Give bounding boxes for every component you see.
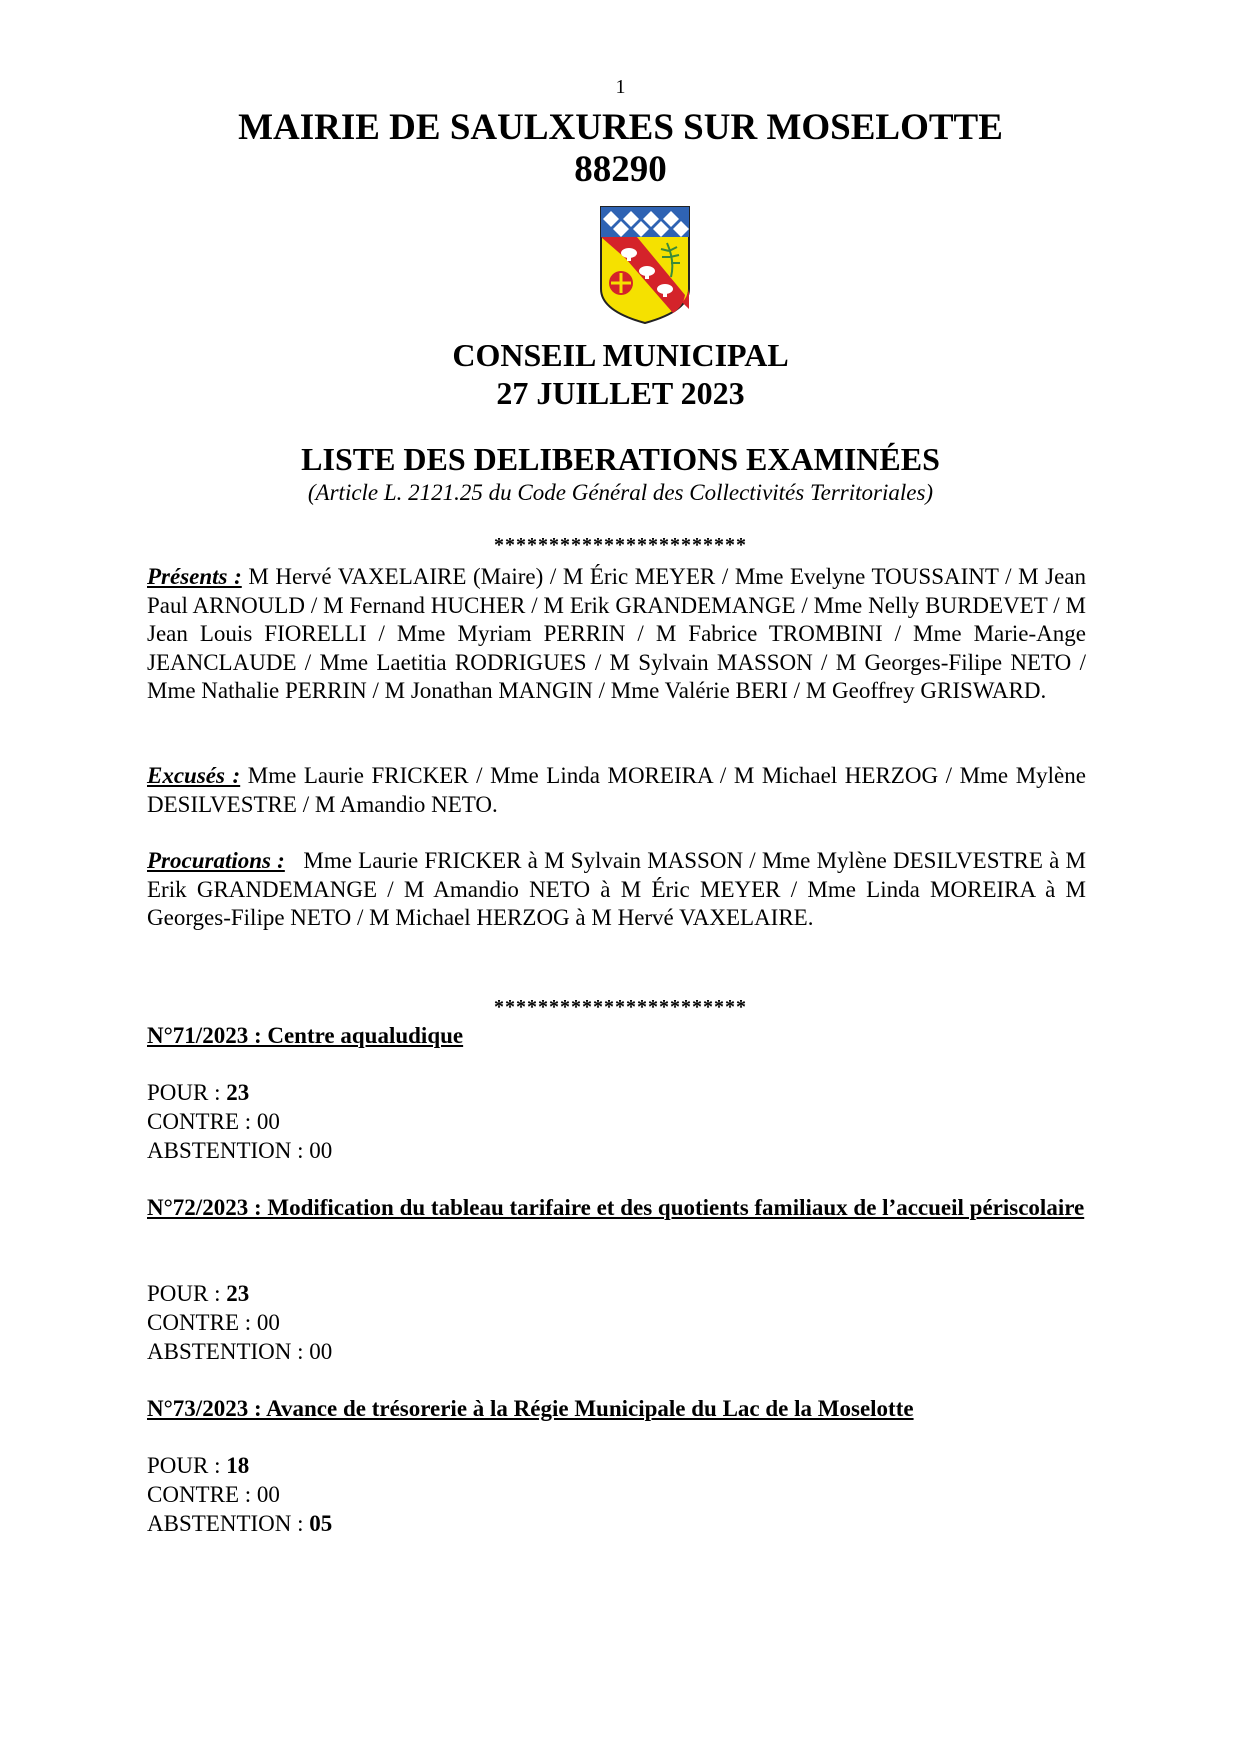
vote-contre: [147, 1481, 280, 1510]
vote-abstention: [147, 1137, 332, 1166]
page-number: 1: [615, 76, 626, 98]
vote-pour-value: 23: [226, 1080, 250, 1105]
vote-pour: [147, 1079, 249, 1108]
vote-contre-label: CONTRE :: [147, 1310, 257, 1335]
vote-contre: [147, 1309, 280, 1338]
separator: ***********************: [494, 996, 747, 1018]
vote-pour-label: POUR :: [147, 1453, 227, 1478]
deliberation-title: N°72/2023 : Modification du tableau tarifaire et des quotients familiaux de l’accueil périscolaire: [147, 1195, 1085, 1220]
vote-contre-value: 00: [256, 1310, 280, 1335]
vote-abstention-label: ABSTENTION :: [147, 1339, 310, 1364]
vote-pour-label: POUR :: [147, 1281, 227, 1306]
vote-abstention-label: ABSTENTION :: [147, 1511, 310, 1536]
coat-of-arms-icon: [597, 203, 693, 327]
conseil-date: 27 JUILLET 2023: [496, 375, 745, 411]
vote-abstention-value: 00: [309, 1138, 333, 1163]
vote-abstention-value: 00: [309, 1339, 333, 1364]
article-reference: (Article L. 2121.25 du Code Général des Collectivités Territoriales): [307, 480, 934, 505]
vote-pour: [147, 1452, 249, 1481]
presents-paragraph: [147, 563, 1086, 706]
vote-pour: [147, 1280, 249, 1309]
vote-pour-value: 18: [226, 1453, 250, 1478]
excuses-paragraph: [147, 762, 1086, 819]
presents-text: M Hervé VAXELAIRE (Maire) / M Éric MEYER / Mme Evelyne TOUSSAINT / M Jean Paul ARNOULD / M Fernand HUCHER / M Erik GRANDEMANGE / Mme Nelly BURDEVET / M Jean Louis FIORELLI / Mme Myriam PERRIN / M Fabrice TROMBINI / Mme Marie-Ange JEANCLAUDE / Mme Laetitia RODRIGUES / M Sylvain MASSON / M Georges-Filipe NETO / Mme Nathalie PERRIN / M Jonathan MANGIN / Mme Valérie BERI / M Geoffrey GRISWARD.: [147, 564, 1086, 704]
excuses-label: Excusés :: [147, 763, 241, 788]
deliberation-title: N°71/2023 : Centre aqualudique: [147, 1023, 464, 1048]
vote-contre-label: CONTRE :: [147, 1482, 257, 1507]
vote-pour-label: POUR :: [147, 1080, 227, 1105]
vote-contre: [147, 1108, 280, 1137]
mairie-title: MAIRIE DE SAULXURES SUR MOSELOTTE: [238, 107, 1003, 148]
presents-label: Présents :: [147, 564, 242, 589]
vote-abstention: [147, 1510, 332, 1539]
vote-contre-value: 00: [256, 1482, 280, 1507]
procurations-paragraph: [147, 847, 1092, 933]
separator: ***********************: [494, 534, 747, 556]
vote-pour-value: 23: [226, 1281, 250, 1306]
liste-title: LISTE DES DELIBERATIONS EXAMINÉES: [301, 441, 940, 477]
vote-abstention: [147, 1338, 332, 1367]
procurations-label: Procurations :: [147, 848, 285, 873]
deliberation-title: N°73/2023 : Avance de trésorerie à la Régie Municipale du Lac de la Moselotte: [147, 1396, 914, 1421]
procurations-text: Mme Laurie FRICKER à M Sylvain MASSON / Mme Mylène DESILVESTRE à M Erik GRANDEMANGE / M Amandio NETO à M Éric MEYER / Mme Linda MOREIRA à M Georges-Filipe NETO / M Michael HERZOG à M Hervé VAXELAIRE.: [147, 848, 1092, 931]
vote-contre-value: 00: [256, 1109, 280, 1134]
vote-abstention-value: 05: [309, 1511, 333, 1536]
vote-contre-label: CONTRE :: [147, 1109, 257, 1134]
conseil-title: CONSEIL MUNICIPAL: [452, 337, 789, 373]
excuses-text: Mme Laurie FRICKER / Mme Linda MOREIRA / M Michael HERZOG / Mme Mylène DESILVESTRE / M Amandio NETO.: [147, 763, 1086, 817]
vote-abstention-label: ABSTENTION :: [147, 1138, 310, 1163]
postal-code: 88290: [574, 149, 667, 190]
